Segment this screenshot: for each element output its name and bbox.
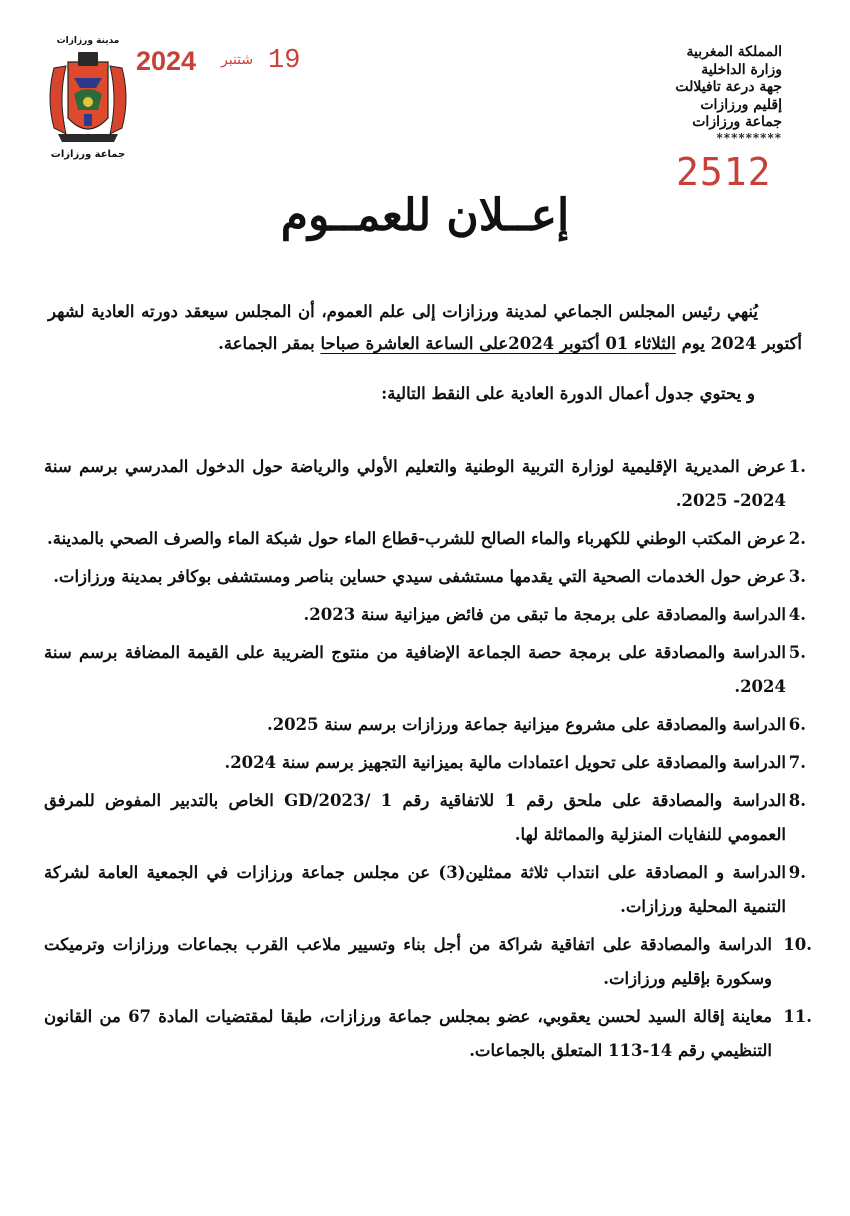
agenda-item (44, 636, 806, 704)
coat-of-arms-emblem (44, 48, 132, 148)
agenda-item-number: 9. (788, 863, 806, 882)
agenda-item-number: 6. (788, 715, 806, 734)
logo-top-text: مدينة ورزازات (56, 36, 120, 46)
intro-paragraph (48, 296, 802, 360)
letterhead-line-commune: جماعة ورزازات (692, 114, 782, 130)
letterhead-line-ministry: وزارة الداخلية (701, 61, 782, 78)
agenda-list (44, 450, 812, 1072)
agenda-item-text: الدراسة و المصادقة على انتداب ثلاثة ممثلين(3) عن مجلس جماعة ورزازات في الجمعية العامة لشركة التنمية المحلية ورزازات. (44, 863, 786, 916)
intro-text-2: بمقر الجماعة. (218, 334, 321, 353)
agenda-item-number: 8. (788, 791, 806, 810)
agenda-item-text: عرض المديرية الإقليمية لوزارة التربية الوطنية والتعليم الأولي والرياضة حول الدخول المدرسي برسم سنة 2024- 2025. (44, 457, 786, 510)
agenda-item-number: 3. (788, 567, 806, 586)
agenda-item-text: عرض حول الخدمات الصحية التي يقدمها مستشفى سيدي حساين بناصر ومستشفى بوكافر بمدينة ورزازات. (53, 567, 786, 586)
agenda-item-text: الدراسة والمصادقة على تحويل اعتمادات مالية بميزانية التجهيز برسم سنة 2024. (224, 753, 786, 772)
letterhead (612, 44, 782, 144)
letterhead-line-province: إقليم ورزازات (700, 96, 782, 113)
agenda-item-text: عرض المكتب الوطني للكهرباء والماء الصالح للشرب-قطاع الماء حول شبكة الماء والصرف الصحي بالمدينة. (46, 529, 786, 548)
reference-number: 2512 (676, 150, 772, 194)
agenda-item (44, 450, 806, 518)
stamp-month: شتنبر (221, 52, 254, 68)
agenda-item-text: الدراسة والمصادقة على اتفاقية شراكة من أجل بناء وتسيير ملاعب القرب بجماعات ورزازات وترميكت وسكورة بإقليم ورزازات. (44, 935, 772, 988)
agenda-item-number: 2. (788, 529, 806, 548)
stamp-year: 2024 (136, 46, 197, 76)
agenda-item-text: معاينة إقالة السيد لحسن يعقوبي، عضو بمجلس جماعة ورزازات، طبقا لمقتضيات المادة 67 من القانون التنظيمي رقم 14-113 المتعلق بالجماعات. (44, 1007, 773, 1060)
agenda-item-number: 11. (783, 1007, 812, 1026)
logo-bottom-text: جماعة ورزازات (50, 149, 126, 160)
agenda-item (44, 856, 806, 924)
agenda-item-number: 5. (788, 643, 806, 662)
agenda-item-text: الدراسة والمصادقة على ملحق رقم 1 للاتفاقية رقم 1 /2023/GD الخاص بالتدبير المفوض للمرفق العمومي للنفايات المنزلية والمماثلة لها. (44, 791, 786, 844)
stamp-day: 19 (268, 46, 301, 76)
agenda-item-number: 1. (788, 457, 806, 476)
page-title: إعــلان للعمــوم (280, 190, 570, 241)
agenda-item (44, 1000, 812, 1068)
agenda-item-text: الدراسة والمصادقة على برمجة حصة الجماعة الإضافية من منتوج الضريبة على القيمة المضافة برسم سنة 2024. (44, 643, 786, 696)
agenda-item (44, 598, 806, 632)
intro-text-1: يُنهي رئيس المجلس الجماعي لمدينة ورزازات إلى علم العموم، أن المجلس سيعقد دورته العادية لشهر أكتوبر 2024 يوم (48, 302, 802, 353)
agenda-item-text: الدراسة والمصادقة على برمجة ما تبقى من فائض ميزانية سنة 2023. (303, 605, 786, 624)
agenda-item (44, 784, 806, 852)
agenda-item (44, 522, 806, 556)
agenda-item (44, 560, 806, 594)
agenda-item (44, 928, 812, 996)
municipality-logo (40, 36, 136, 166)
agenda-item (44, 708, 806, 742)
agenda-item-text: الدراسة والمصادقة على مشروع ميزانية جماعة ورزازات برسم سنة 2025. (266, 715, 786, 734)
letterhead-line-region: جهة درعة تافيلالت (675, 79, 782, 95)
agenda-lead: و يحتوي جدول أعمال الدورة العادية على النقط التالية: (381, 384, 755, 403)
letterhead-separator: ********* (716, 130, 782, 145)
intro-meeting-date: الثلاثاء 01 أكتوبر 2024 (508, 334, 676, 353)
intro-meeting-time: على الساعة العاشرة صباحا (320, 334, 509, 353)
agenda-item-number: 4. (788, 605, 806, 624)
letterhead-line-kingdom: المملكة المغربية (686, 44, 782, 60)
agenda-item-number: 7. (788, 753, 806, 772)
agenda-item (44, 746, 806, 780)
agenda-item-number: 10. (783, 935, 812, 954)
